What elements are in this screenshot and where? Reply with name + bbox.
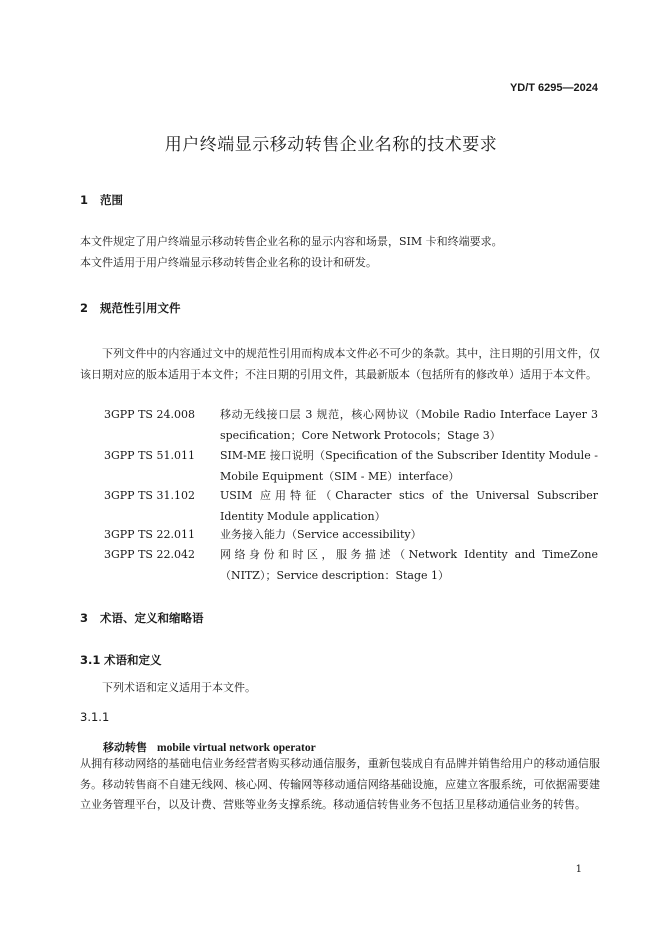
ref-code: 3GPP TS 22.011 — [104, 528, 195, 541]
subsection-heading-terms-definitions — [80, 652, 162, 668]
ref-description: 移动无线接口层 3 规范，核心网协议（Mobile Radio Interface Layer 3 specification；Core Network Protocols；Stage 3） — [220, 408, 598, 442]
term-definition: 从拥有移动网络的基础电信业务经营者购买移动通信服务，重新包装成自有品牌并销售给用户的移动通信服务。移动转售商不自建无线网、核心网、传输网等移动通信网络基础设施，应建立客服系统，可依据需要建立业务管理平台，以及计费、营账等业务支撑系统。移动通信转售业务不包括卫星移动通信业务的转售。 — [80, 757, 600, 811]
term-entry-number: 3.1.1 — [80, 710, 110, 724]
ref-description: SIM-ME 接口说明（Specification of the Subscriber Identity Module -Mobile Equipment（SIM - ME）interface） — [220, 449, 598, 483]
section-number: 1 — [80, 193, 89, 207]
ref-description: USIM 应用特征（Character stics of the Universal Subscriber Identity Module application） — [220, 489, 598, 523]
section-number: 3 — [80, 611, 89, 625]
term-english: mobile virtual network operator — [157, 742, 316, 754]
terms-intro: 下列术语和定义适用于本文件。 — [102, 681, 256, 694]
ref-description: 业务接入能力（Service accessibility） — [220, 528, 422, 541]
normative-refs-intro: 下列文件中的内容通过文中的规范性引用而构成本文件必不可少的条款。其中，注日期的引用文件，仅该日期对应的版本适用于本文件；不注日期的引用文件，其最新版本（包括所有的修改单）适用于本文件。 — [80, 347, 600, 381]
subsection-number: 3.1 — [80, 653, 101, 667]
document-title: 用户终端显示移动转售企业名称的技术要求 — [164, 135, 498, 155]
term-chinese: 移动转售 — [103, 741, 147, 754]
section-number: 2 — [80, 301, 89, 315]
ref-description: 网络身份和时区，服务描述（Network Identity and TimeZone（NITZ）；Service description：Stage 1） — [220, 548, 598, 582]
section-title: 规范性引用文件 — [100, 301, 181, 315]
ref-code: 3GPP TS 22.042 — [104, 548, 195, 561]
paragraph: 本文件适用于用户终端显示移动转售企业名称的设计和研发。 — [80, 255, 377, 269]
section-title: 术语、定义和缩略语 — [100, 611, 204, 625]
section-heading-scope — [80, 192, 123, 208]
section-title: 范围 — [100, 193, 123, 207]
scope-body — [80, 232, 600, 273]
term-heading — [103, 736, 316, 755]
standard-code: YD/T 6295—2024 — [509, 82, 598, 94]
ref-code: 3GPP TS 24.008 — [104, 408, 195, 421]
subsection-title: 术语和定义 — [104, 653, 162, 667]
paragraph: 本文件规定了用户终端显示移动转售企业名称的显示内容和场景，SIM 卡和终端要求。 — [80, 235, 503, 248]
ref-code: 3GPP TS 31.102 — [104, 489, 195, 502]
ref-code: 3GPP TS 51.011 — [104, 449, 195, 462]
section-heading-terms — [80, 610, 204, 626]
section-heading-normative-refs — [80, 300, 181, 316]
page-number: 1 — [575, 864, 582, 875]
